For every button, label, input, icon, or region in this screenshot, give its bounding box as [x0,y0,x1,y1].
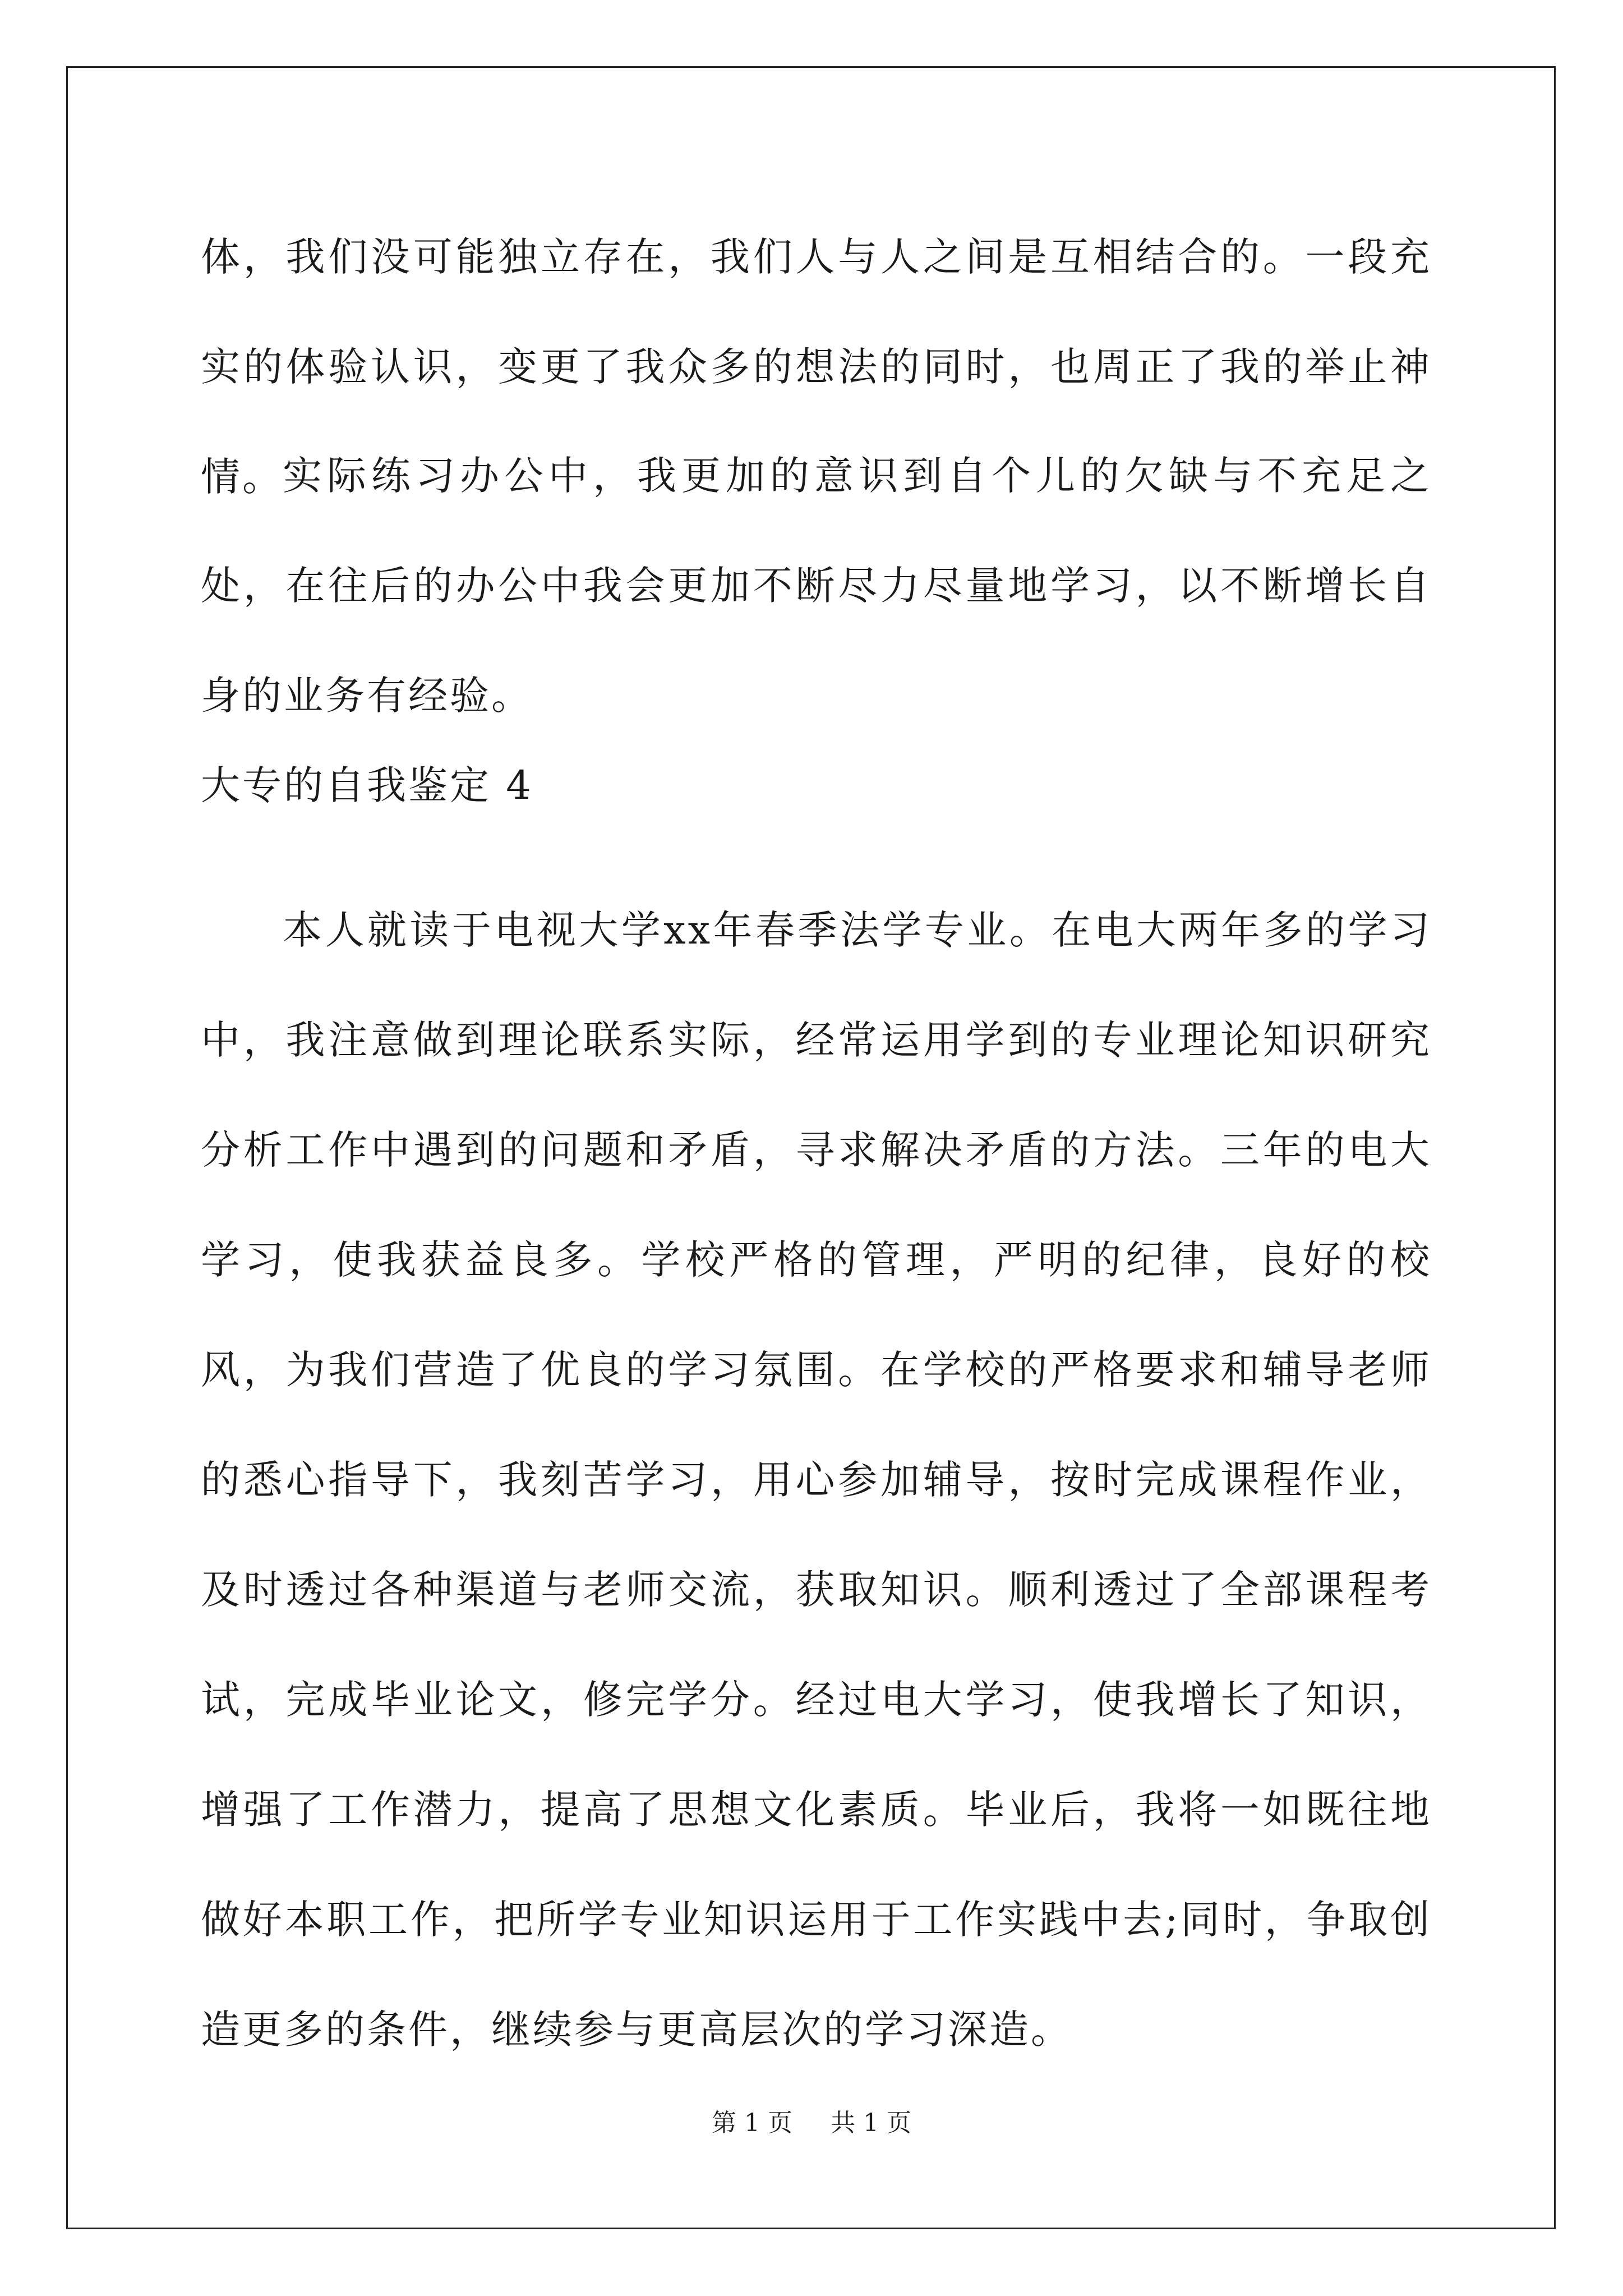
paragraph-continuation: 体，我们没可能独立存在，我们人与人之间是互相结合的。一段充实的体验认识，变更了我众多的想法的同时，也周正了我的举止神情。 [201,234,1432,500]
page-footer [0,2106,1623,2140]
section-heading: 大专的自我鉴定 4 [201,762,533,808]
page-total: 共 1 页 [831,2109,911,2137]
page-number: 第 1 页 [712,2109,792,2137]
paragraph-practice-reflection: 实际练习办公中，我更加的意识到自个儿的欠缺与不充足之处，在往后的办公中我会更加不断尽力尽量地学习，以不断增长自身的业务有经验。 [201,453,1432,719]
paragraph-self-assessment: 本人就读于电视大学xx年春季法学专业。在电大两年多的学习中，我注意做到理论联系实际，经常运用学到的专业理论知识研究分析工作中遇到的问题和矛盾，寻求解决矛盾的方法。三年的电大学习，使我获益良多。学校严格的管理，严明的纪律，良好的校风，为我们营造了优良的学习氛围。在学校的严格要求和辅导老师的悉心指导下，我刻苦学习，用心参加辅导，按时完成课程作业，及时透过各种渠道与老师交流，获取知识。顺利透过了全部课程考试，完成毕业论文，修完学分。经过电大学习，使我增长了知识，增强了工作潜力，提高了思想文化素质。毕业后，我将一如既往地做好本职工作，把所学专业知识运用于工作实践中去;同时，争取创造更多的条件，继续参与更高层次的学习深造。 [201,907,1432,2053]
